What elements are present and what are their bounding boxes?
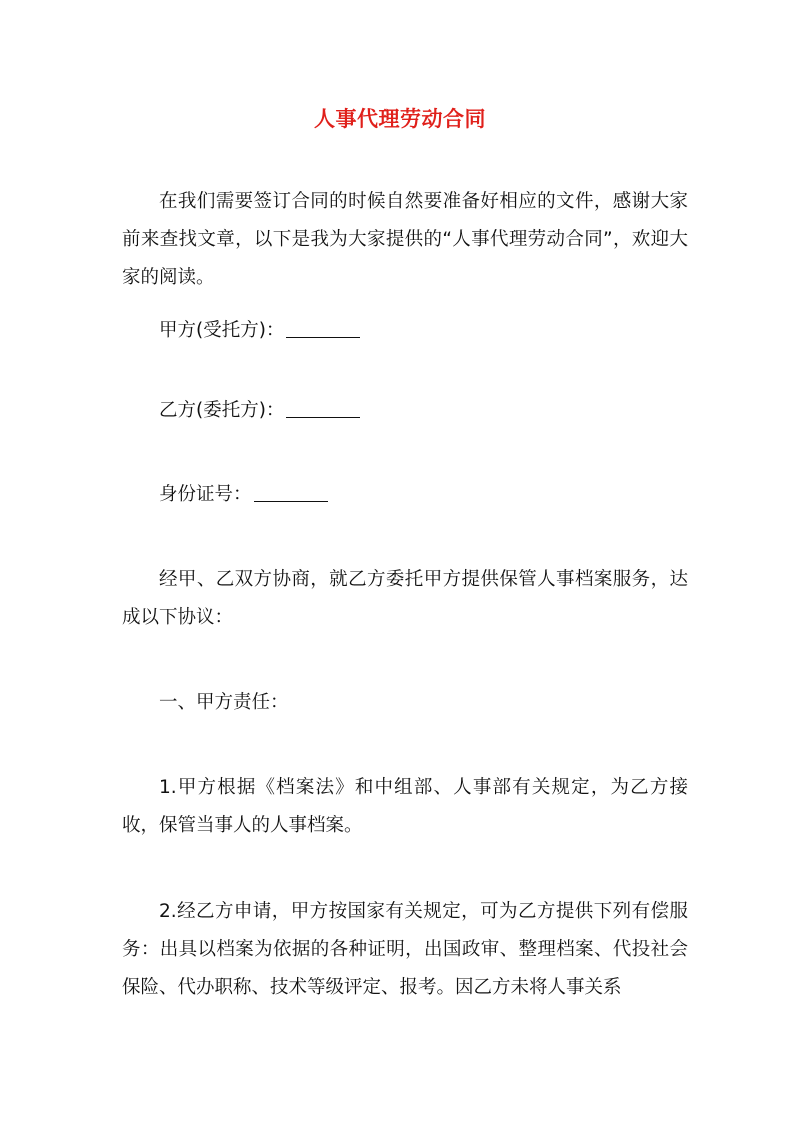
agreement-paragraph: 经甲、乙双方协商，就乙方委托甲方提供保管人事档案服务，达成以下协议： bbox=[122, 569, 688, 628]
section-1-heading: 一、甲方责任： bbox=[159, 692, 289, 713]
intro-paragraph: 在我们需要签订合同的时候自然要准备好相应的文件，感谢大家前来查找文章，以下是我为大家提供的“人事代理劳动合同”，欢迎大家的阅读。 bbox=[122, 191, 688, 288]
party-a-field bbox=[122, 312, 688, 350]
clause-2-paragraph: 2.经乙方申请，甲方按国家有关规定，可为乙方提供下列有偿服务：出具以档案为依据的各种证明，出国政审、整理档案、代投社会保险、代办职称、技术等级评定、报考。因乙方未将人事关系 bbox=[122, 901, 688, 998]
clause-1-paragraph: 1.甲方根据《档案法》和中组部、人事部有关规定，为乙方接收，保管当事人的人事档案。 bbox=[122, 777, 688, 836]
party-a-blank bbox=[286, 319, 360, 338]
party-a-label: 甲方(受托方)： bbox=[159, 320, 285, 341]
party-b-label: 乙方(委托方)： bbox=[159, 400, 285, 421]
document-title: 人事代理劳动合同 bbox=[314, 107, 486, 131]
id-number-label: 身份证号： bbox=[159, 484, 252, 505]
id-number-field bbox=[122, 476, 688, 514]
id-number-blank bbox=[254, 483, 328, 502]
party-b-blank bbox=[286, 399, 360, 418]
party-b-field bbox=[122, 392, 688, 430]
